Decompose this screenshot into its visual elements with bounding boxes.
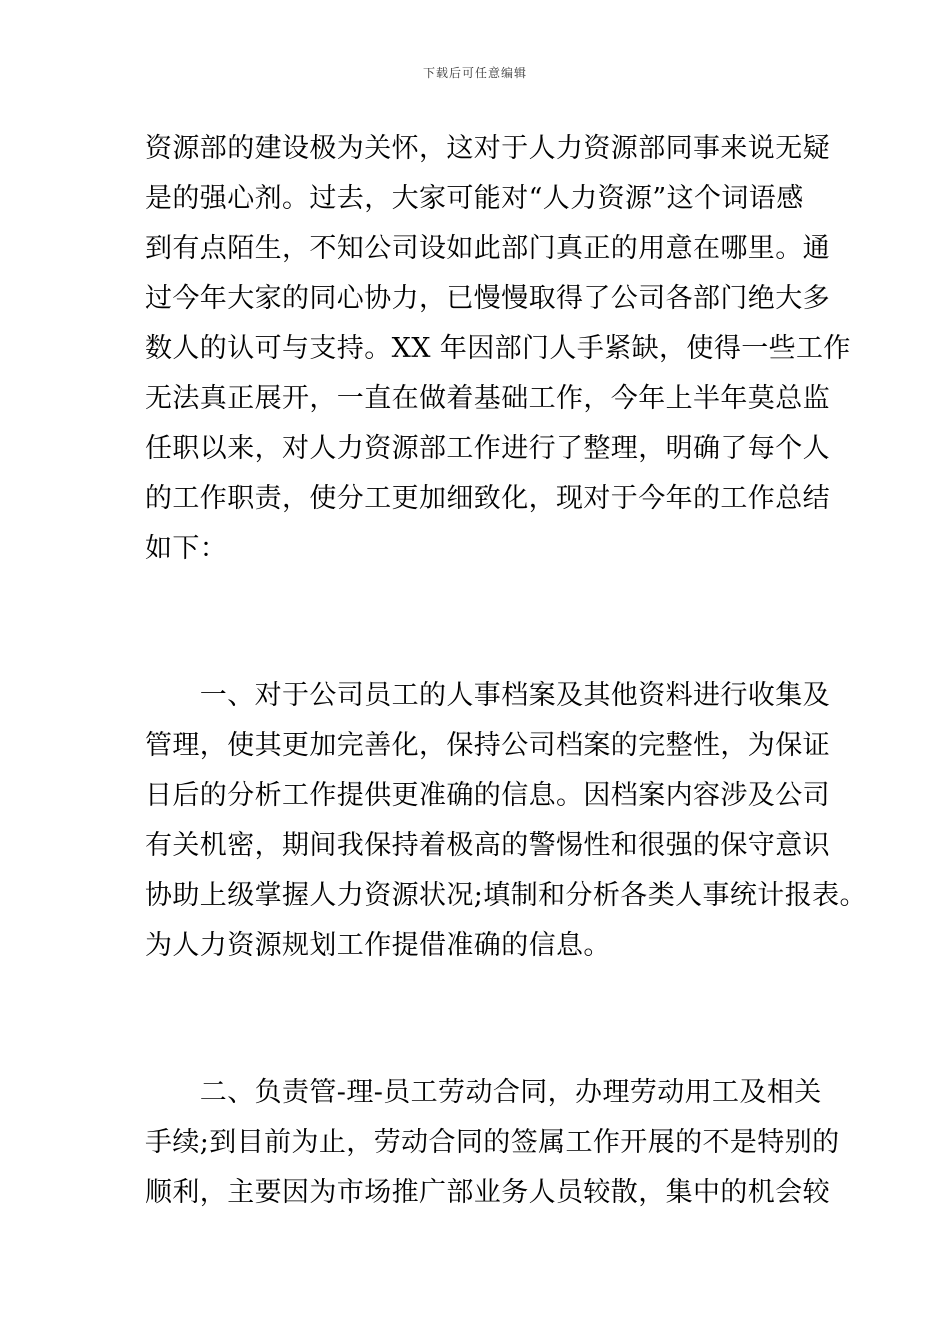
- text-line: 如下：: [145, 533, 228, 564]
- text-line: 过今年大家的同心协力，已慢慢取得了公司各部门绝大多: [145, 283, 830, 314]
- text-line: 有关机密，期间我保持着极高的警惕性和很强的保守意识: [145, 830, 830, 861]
- text-line: 的工作职责，使分工更加细致化，现对于今年的工作总结: [145, 483, 830, 514]
- text-line: 管理，使其更加完善化，保持公司档案的完整性，为保证: [145, 730, 830, 761]
- text-line: 顺利，主要因为市场推广部业务人员较散，集中的机会较: [145, 1177, 830, 1208]
- text-line: 资源部的建设极为关怀，这对于人力资源部同事来说无疑: [145, 133, 830, 164]
- text-line: 到有点陌生，不知公司设如此部门真正的用意在哪里。通: [145, 233, 830, 264]
- text-line: 手续;到目前为止，劳动合同的签属工作开展的不是特别的: [145, 1127, 840, 1158]
- text-line: 日后的分析工作提供更准确的信息。因档案内容涉及公司: [145, 780, 830, 811]
- text-line: 协助上级掌握人力资源状况;填制和分析各类人事统计报表。: [145, 880, 867, 911]
- text-line: 任职以来，对人力资源部工作进行了整理，明确了每个人: [145, 433, 830, 464]
- text-line: 数人的认可与支持。XX 年因部门人手紧缺，使得一些工作: [145, 333, 851, 364]
- page-header: 下载后可任意编辑: [422, 66, 527, 80]
- text-line: 二、负责管-理-员工劳动合同，办理劳动用工及相关: [145, 1077, 822, 1108]
- text-line: 无法真正展开，一直在做着基础工作，今年上半年莫总监: [145, 383, 830, 414]
- text-line: 一、对于公司员工的人事档案及其他资料进行收集及: [145, 680, 830, 711]
- text-line: 是的强心剂。过去，大家可能对“人力资源”这个词语感: [145, 183, 804, 214]
- text-line: 为人力资源规划工作提借准确的信息。: [145, 930, 611, 961]
